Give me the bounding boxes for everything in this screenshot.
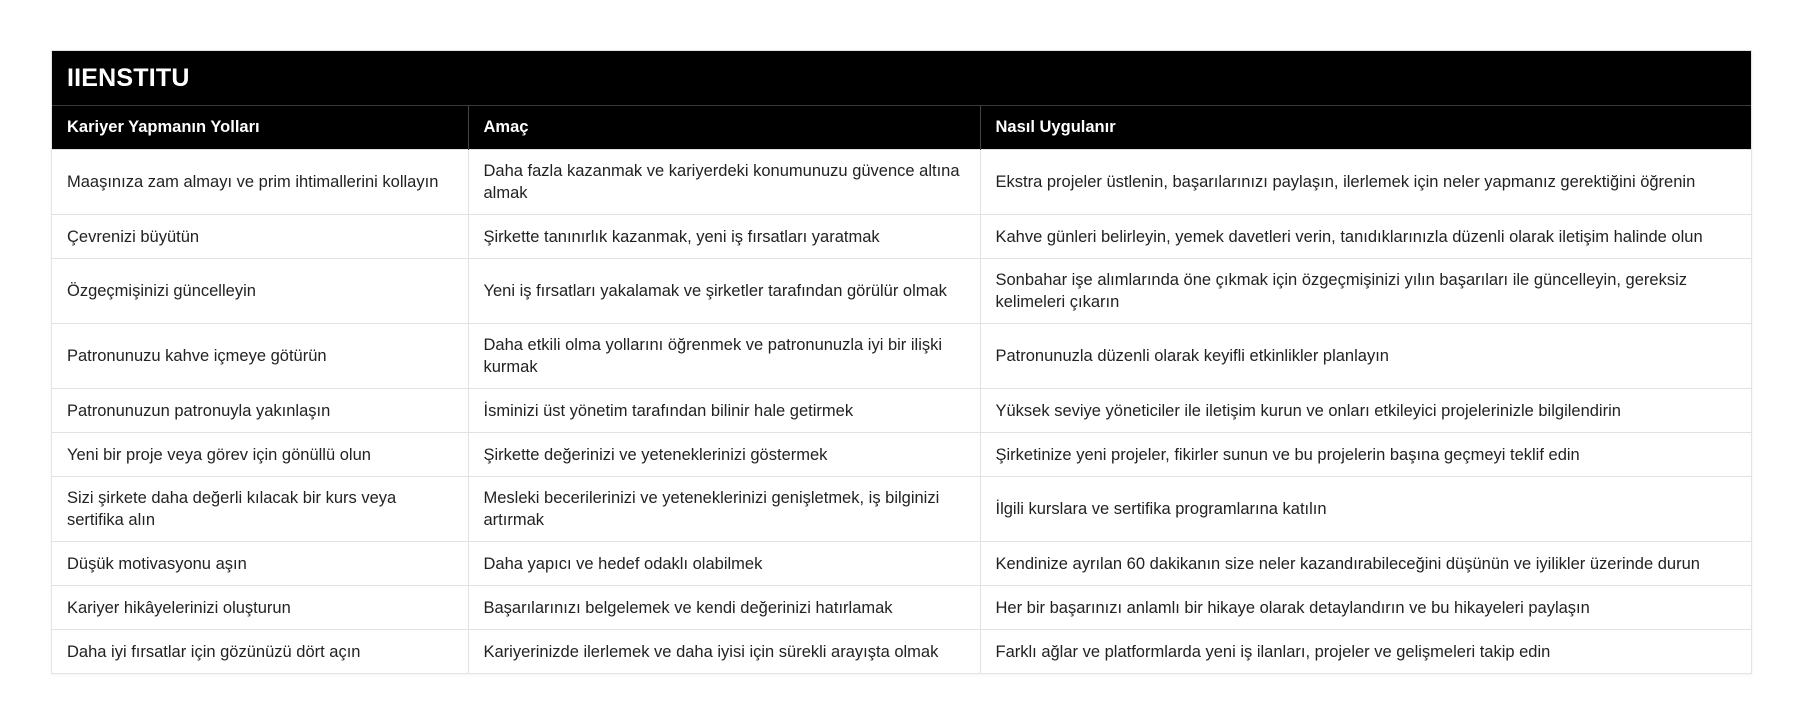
table-cell: Daha fazla kazanmak ve kariyerdeki konumunuzu güvence altına almak — [468, 150, 980, 215]
table-row — [52, 477, 1751, 542]
table-cell: Patronunuzla düzenli olarak keyifli etkinlikler planlayın — [980, 324, 1751, 389]
table-cell: Patronunuzu kahve içmeye götürün — [52, 324, 468, 389]
table-cell: Şirketinize yeni projeler, fikirler sunun ve bu projelerin başına geçmeyi teklif edin — [980, 433, 1751, 477]
career-table — [52, 106, 1751, 673]
table-cell: Düşük motivasyonu aşın — [52, 542, 468, 586]
column-header-career-ways: Kariyer Yapmanın Yolları — [52, 106, 468, 150]
table-cell: Kariyer hikâyelerinizi oluşturun — [52, 586, 468, 630]
table-cell: Patronunuzun patronuyla yakınlaşın — [52, 389, 468, 433]
table-cell: Her bir başarınızı anlamlı bir hikaye olarak detaylandırın ve bu hikayeleri paylaşın — [980, 586, 1751, 630]
career-table-card — [51, 50, 1752, 674]
table-cell: Daha iyi fırsatlar için gözünüzü dört açın — [52, 630, 468, 674]
table-row — [52, 150, 1751, 215]
table-cell: Şirkette tanınırlık kazanmak, yeni iş fırsatları yaratmak — [468, 215, 980, 259]
table-cell: Sonbahar işe alımlarında öne çıkmak için özgeçmişinizi yılın başarıları ile güncelleyin, gereksiz kelimeleri çıkarın — [980, 259, 1751, 324]
header-row — [52, 106, 1751, 150]
table-cell: Başarılarınızı belgelemek ve kendi değerinizi hatırlamak — [468, 586, 980, 630]
table-row — [52, 542, 1751, 586]
table-cell: Daha yapıcı ve hedef odaklı olabilmek — [468, 542, 980, 586]
table-row — [52, 215, 1751, 259]
table-body — [52, 150, 1751, 674]
table-cell: İsminizi üst yönetim tarafından bilinir hale getirmek — [468, 389, 980, 433]
table-cell: Yeni bir proje veya görev için gönüllü olun — [52, 433, 468, 477]
table-row — [52, 586, 1751, 630]
table-cell: Ekstra projeler üstlenin, başarılarınızı paylaşın, ilerlemek için neler yapmanız gerektiğini öğrenin — [980, 150, 1751, 215]
table-cell: Özgeçmişinizi güncelleyin — [52, 259, 468, 324]
table-cell: İlgili kurslara ve sertifika programlarına katılın — [980, 477, 1751, 542]
table-cell: Yüksek seviye yöneticiler ile iletişim kurun ve onları etkileyici projelerinizle bilgilendirin — [980, 389, 1751, 433]
table-cell: Daha etkili olma yollarını öğrenmek ve patronunuzla iyi bir ilişki kurmak — [468, 324, 980, 389]
table-row — [52, 389, 1751, 433]
table-cell: Yeni iş fırsatları yakalamak ve şirketler tarafından görülür olmak — [468, 259, 980, 324]
column-header-purpose: Amaç — [468, 106, 980, 150]
table-cell: Sizi şirkete daha değerli kılacak bir kurs veya sertifika alın — [52, 477, 468, 542]
table-cell: Kariyerinizde ilerlemek ve daha iyisi için sürekli arayışta olmak — [468, 630, 980, 674]
table-cell: Maaşınıza zam almayı ve prim ihtimallerini kollayın — [52, 150, 468, 215]
table-cell: Mesleki becerilerinizi ve yeteneklerinizi genişletmek, iş bilginizi artırmak — [468, 477, 980, 542]
table-row — [52, 324, 1751, 389]
table-row — [52, 630, 1751, 674]
table-header — [52, 106, 1751, 150]
table-cell: Kahve günleri belirleyin, yemek davetleri verin, tanıdıklarınızla düzenli olarak iletişim halinde olun — [980, 215, 1751, 259]
table-cell: Çevrenizi büyütün — [52, 215, 468, 259]
table-cell: Farklı ağlar ve platformlarda yeni iş ilanları, projeler ve gelişmeleri takip edin — [980, 630, 1751, 674]
table-cell: Kendinize ayrılan 60 dakikanın size neler kazandırabileceğini düşünün ve iyilikler üzerinde durun — [980, 542, 1751, 586]
table-row — [52, 259, 1751, 324]
brand-title: IIENSTITU — [52, 51, 1751, 106]
table-cell: Şirkette değerinizi ve yeteneklerinizi göstermek — [468, 433, 980, 477]
table-row — [52, 433, 1751, 477]
column-header-how-to-apply: Nasıl Uygulanır — [980, 106, 1751, 150]
